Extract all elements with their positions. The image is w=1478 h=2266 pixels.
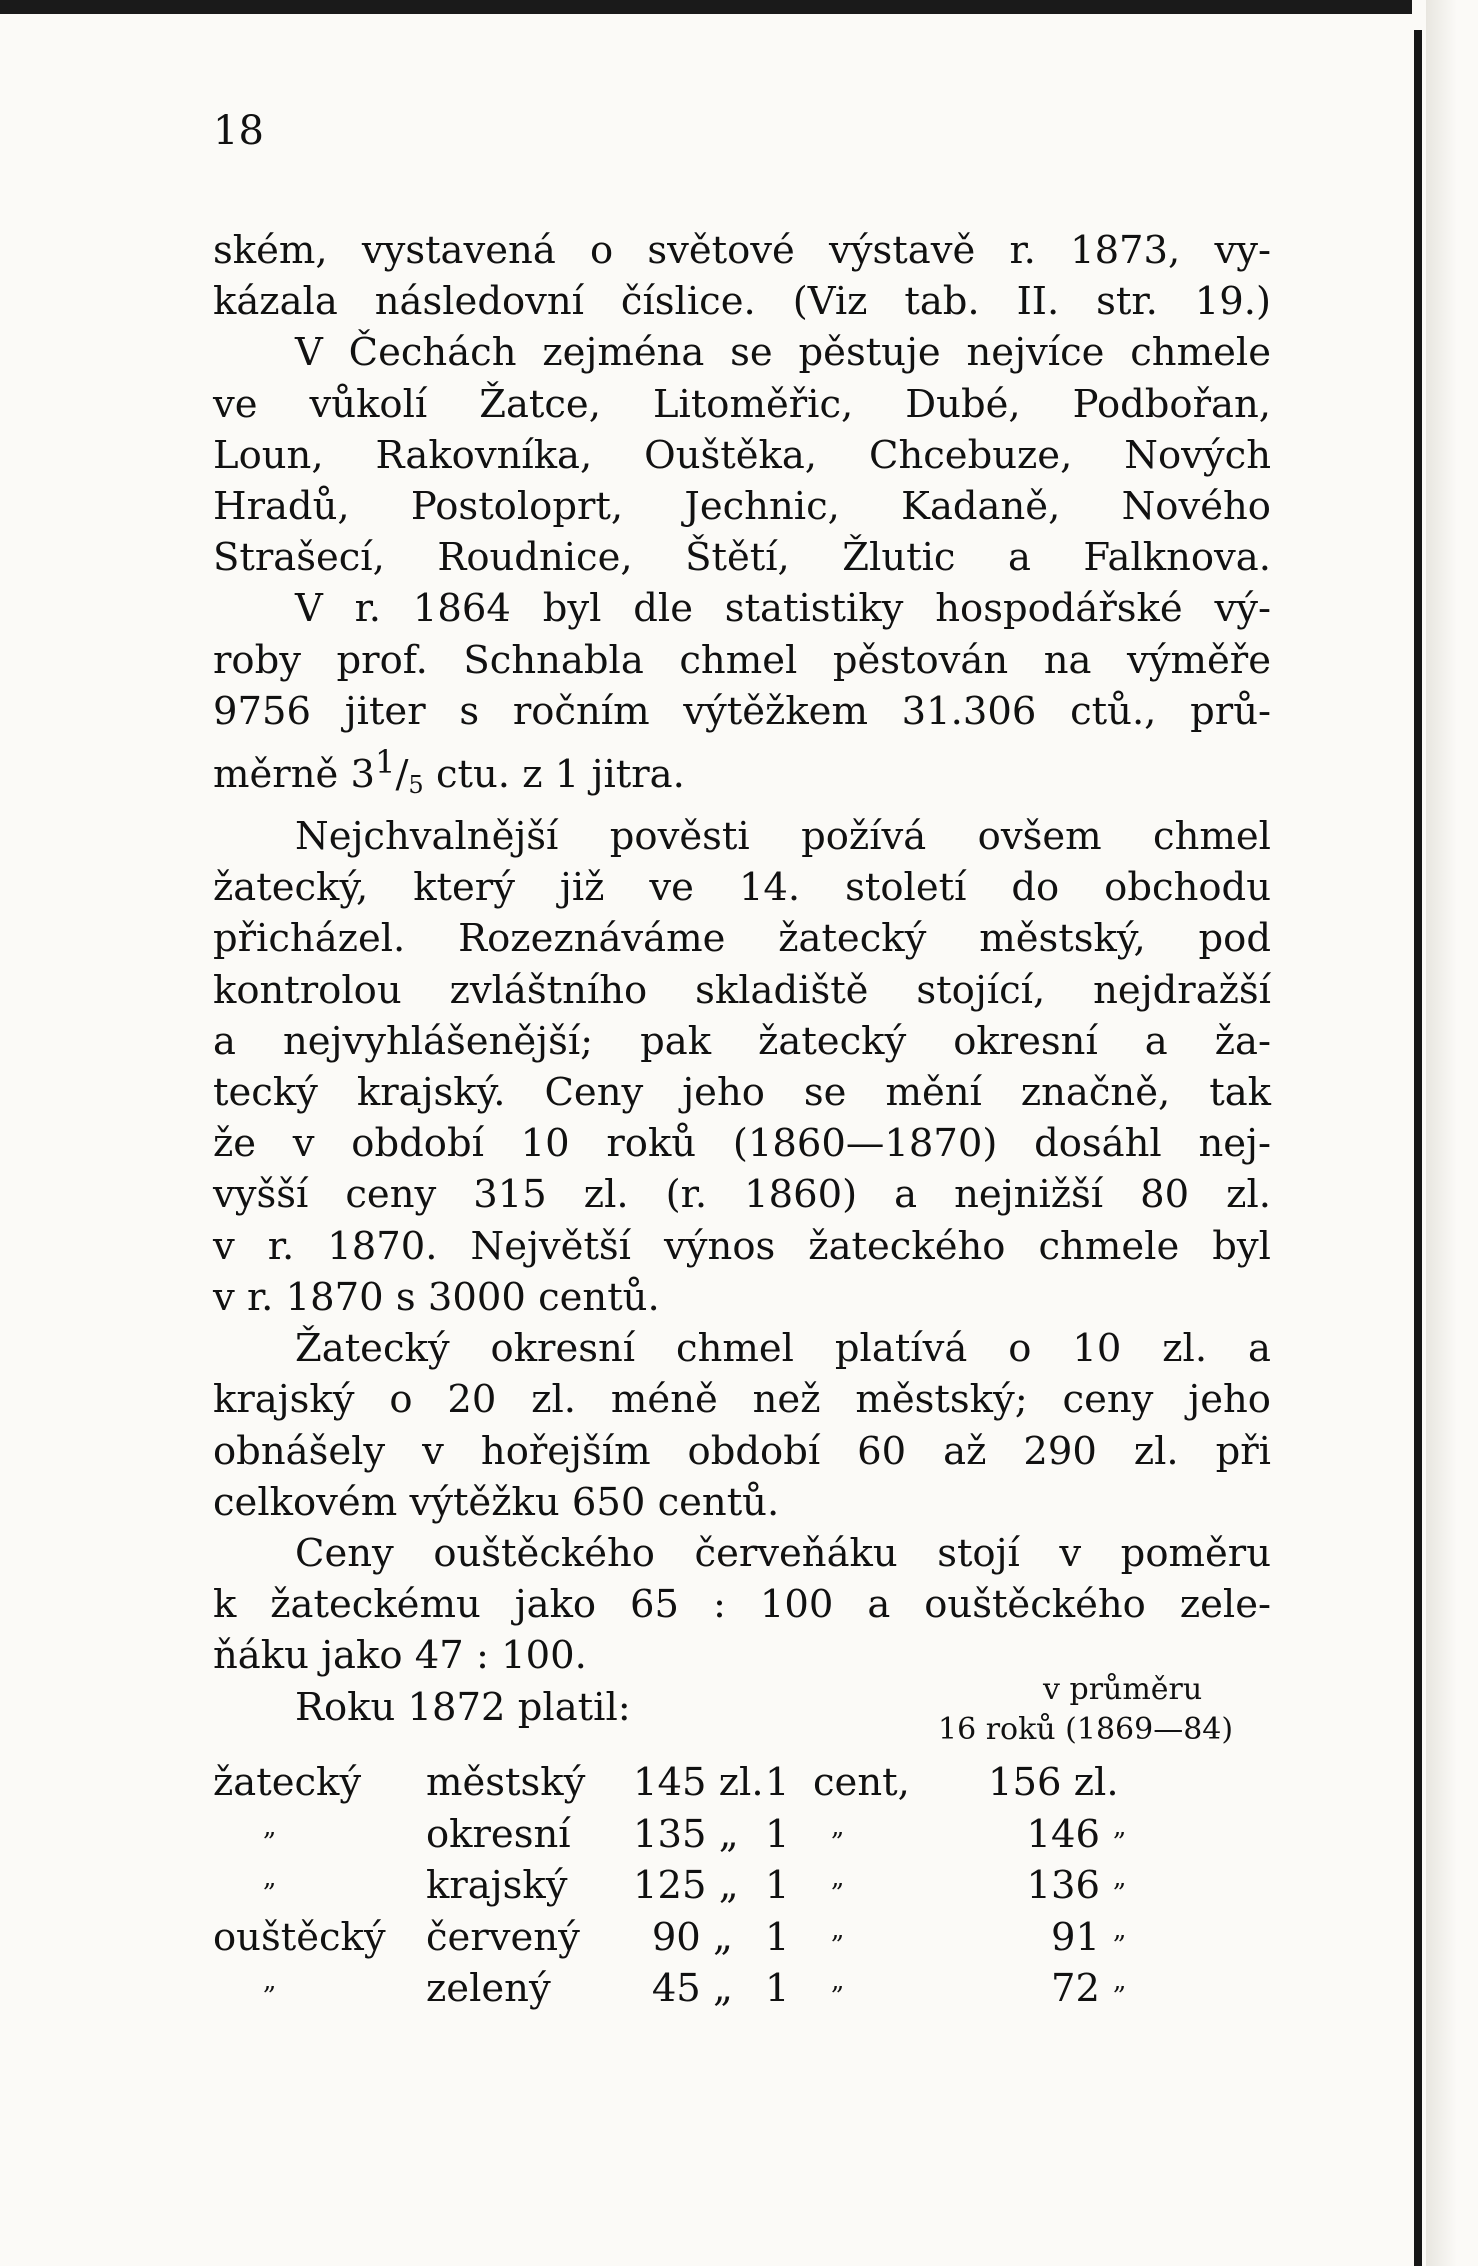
cell-type: okresní <box>426 1811 571 1857</box>
text-line: 9756 jiter s ročním výtěžkem 31.306 ctů., prů- <box>213 688 1271 734</box>
text-line: žatecký, který již ve 14. století do obchodu <box>213 865 1271 911</box>
cell-kind: „ <box>263 1811 277 1842</box>
text-line: k žateckému jako 65 : 100 a ouštěckého zele- <box>213 1582 1271 1628</box>
page-right-edge <box>1412 0 1478 2266</box>
cell-average: 72 <box>1051 1966 1100 2011</box>
cell-type: městský <box>426 1760 586 1805</box>
header-average: v průměru <box>1043 1672 1203 1707</box>
text-line: ském, vystavená o světové výstavě r. 1873, vy- <box>213 228 1271 273</box>
text-line: Ceny ouštěckého červeňáku stojí v poměru <box>295 1530 1271 1576</box>
text-line: roby prof. Schnabla chmel pěstován na výměře <box>213 637 1271 683</box>
table-row <box>213 1812 1273 1864</box>
text-fragment: ctu. z 1 jitra. <box>423 751 685 797</box>
cell-average: 136 <box>1026 1863 1100 1908</box>
cell-kind: ouštěcký <box>213 1914 386 1960</box>
cell-price: 135 „ <box>633 1811 739 1857</box>
text-fragment: měrně 3 <box>213 751 376 797</box>
cell-average-unit: „ <box>1113 1966 1127 1996</box>
text-line: v r. 1870. Největší výnos žateckého chmele byl <box>213 1223 1271 1269</box>
cell-price: 145 zl. <box>633 1760 764 1805</box>
body-text <box>213 225 1271 1733</box>
cell-kind: „ <box>263 1966 277 1996</box>
cell-price: 125 „ <box>633 1863 739 1908</box>
text-line: ňáku jako 47 : 100. <box>213 1633 587 1679</box>
cell-unit: „ <box>831 1966 845 1996</box>
text-line: Loun, Rakovníka, Ouštěka, Chcebuze, Nových <box>213 432 1271 478</box>
text-line: obnášely v hořejším období 60 až 290 zl. při <box>213 1428 1271 1474</box>
cell-type: zelený <box>426 1966 551 2011</box>
table-row <box>213 1915 1273 1967</box>
text-line: krajský o 20 zl. méně než městský; ceny jeho <box>213 1377 1271 1423</box>
header-period: 16 roků (1869—84) <box>938 1712 1234 1747</box>
text-line: Nejchvalnější pověsti požívá ovšem chmel <box>295 814 1271 860</box>
cell-average-unit: „ <box>1113 1914 1127 1945</box>
text-line: celkovém výtěžku 650 centů. <box>213 1479 780 1525</box>
cell-price: 90 „ <box>651 1914 733 1960</box>
page-top-border <box>0 0 1478 14</box>
text-line: kázala následovní číslice. (Viz tab. II. str. 19.) <box>213 279 1271 325</box>
cell-qty: 1 <box>765 1760 790 1805</box>
cell-kind: „ <box>263 1863 277 1893</box>
cell-kind: žatecký <box>213 1760 362 1805</box>
cell-qty: 1 <box>765 1966 790 2011</box>
fraction-denominator: 5 <box>408 770 424 799</box>
text-line-with-fraction <box>213 737 1271 811</box>
cell-unit: „ <box>831 1914 845 1945</box>
text-line: kontrolou zvláštního skladiště stojící, nejdražší <box>213 967 1271 1013</box>
fraction-slash: / <box>395 751 409 797</box>
text-line: a nejvyhlášenější; pak žatecký okresní a ža- <box>213 1018 1271 1064</box>
text-line: ve vůkolí Žatce, Litoměřic, Dubé, Podbořan, <box>213 381 1271 427</box>
text-line: Žatecký okresní chmel platívá o 10 zl. a <box>295 1326 1271 1372</box>
text-line: Roku 1872 platil: <box>295 1684 631 1730</box>
cell-average-unit: „ <box>1113 1863 1127 1893</box>
cell-qty: 1 <box>765 1811 790 1857</box>
price-table <box>213 1668 1273 2018</box>
text-line: Hradů, Postoloprt, Jechnic, Kadaně, Nového <box>213 484 1271 530</box>
cell-type: červený <box>426 1914 580 1960</box>
table-row <box>213 1863 1273 1915</box>
text-line: přicházel. Rozeznáváme žatecký městský, pod <box>213 916 1271 962</box>
cell-qty: 1 <box>765 1863 790 1908</box>
page-edge-shadow <box>1426 0 1478 2266</box>
text-line: vyšší ceny 315 zl. (r. 1860) a nejnižší 80 zl. <box>213 1172 1271 1218</box>
text-line: tecký krajský. Ceny jeho se mění značně, tak <box>213 1070 1271 1116</box>
table-header <box>213 1668 1273 1747</box>
cell-average: 91 <box>1051 1914 1100 1960</box>
text-line: v r. 1870 s 3000 centů. <box>213 1274 660 1320</box>
page-number: 18 <box>213 108 264 154</box>
table-row <box>213 1760 1273 1812</box>
text-line: Strašecí, Roudnice, Štětí, Žlutic a Falknova. <box>213 535 1271 581</box>
cell-price: 45 „ <box>651 1966 733 2011</box>
table-row <box>213 1966 1273 2018</box>
page-edge-rule <box>1414 30 1422 2266</box>
cell-unit: „ <box>831 1863 845 1893</box>
cell-average: 146 <box>1026 1811 1100 1857</box>
cell-unit: „ <box>831 1811 845 1842</box>
text-line: V r. 1864 byl dle statistiky hospodářské vý- <box>295 586 1271 632</box>
cell-average-unit: „ <box>1113 1811 1127 1842</box>
cell-qty: 1 <box>765 1914 790 1960</box>
cell-average: 156 zl. <box>988 1760 1119 1805</box>
fraction-numerator: 1 <box>375 743 396 782</box>
text-line: že v období 10 roků (1860—1870) dosáhl nej- <box>213 1121 1271 1167</box>
cell-type: krajský <box>426 1863 568 1908</box>
text-line: V Čechách zejména se pěstuje nejvíce chmele <box>295 330 1271 376</box>
cell-unit: cent, <box>813 1760 910 1805</box>
